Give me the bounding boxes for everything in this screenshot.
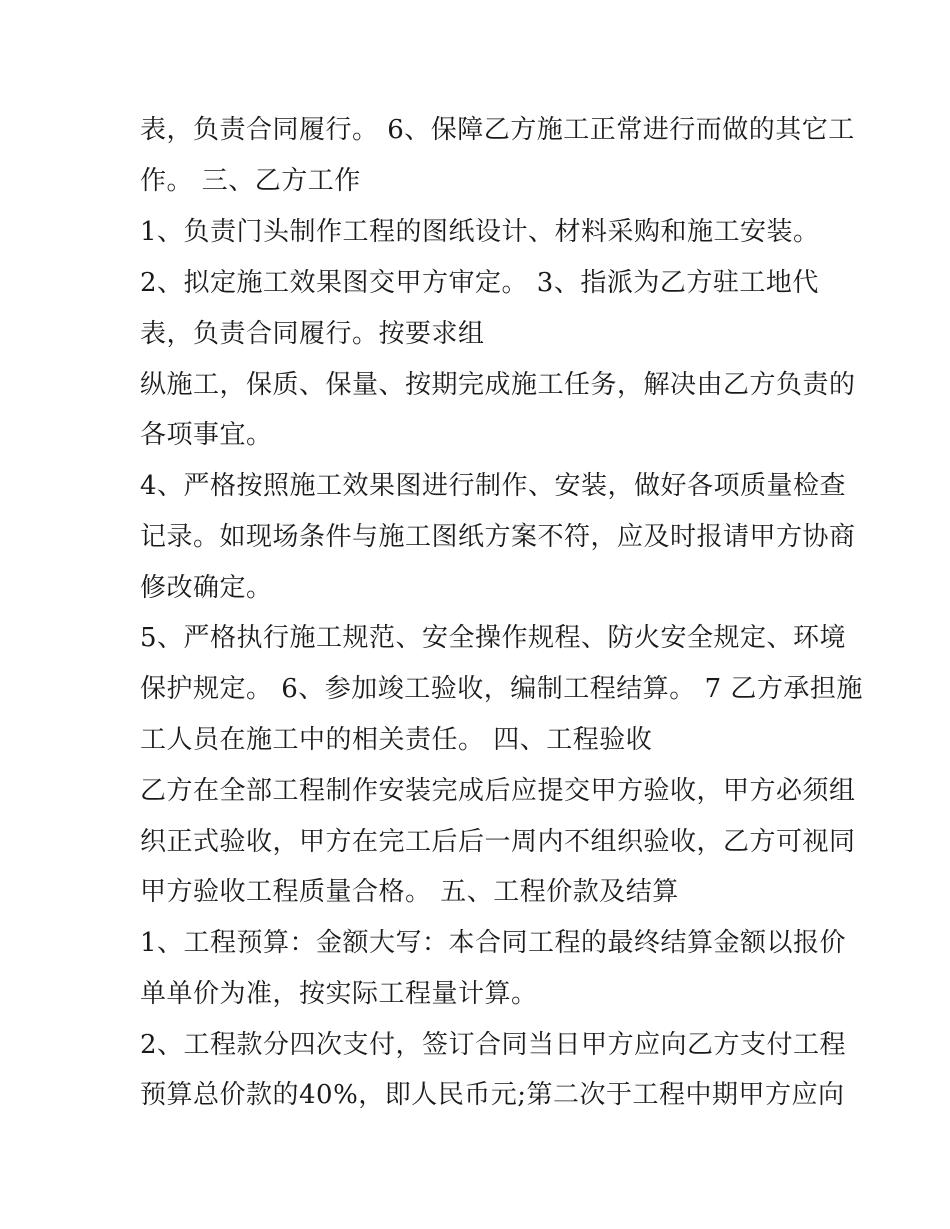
- text-line: 预算总价款的40%，即人民币元;第二次于工程中期甲方应向: [140, 1080, 845, 1110]
- text-line: 甲方验收工程质量合格。 五、工程价款及结算: [140, 877, 679, 907]
- text-line: 单单价为准，按实际工程量计算。: [140, 979, 538, 1009]
- text-line: 作。 三、乙方工作: [140, 166, 361, 196]
- text-line: 表，负责合同履行。按要求组: [140, 319, 485, 349]
- text-line: 表，负责合同履行。 6、保障乙方施工正常进行而做的其它工: [140, 115, 855, 145]
- text-line: 织正式验收，甲方在完工后后一周内不组织验收，乙方可视同: [140, 827, 856, 857]
- text-line: 5、严格执行施工规范、安全操作规程、防火安全规定、环境: [140, 623, 847, 653]
- text-line: 修改确定。: [140, 573, 273, 603]
- text-line: 1、负责门头制作工程的图纸设计、材料采购和施工安装。: [140, 217, 820, 247]
- text-line: 保护规定。 6、参加竣工验收，编制工程结算。 7 乙方承担施: [140, 674, 863, 704]
- text-line: 2、拟定施工效果图交甲方审定。 3、指派为乙方驻工地代: [140, 268, 819, 298]
- text-line: 2、工程款分四次支付，签订合同当日甲方应向乙方支付工程: [140, 1030, 847, 1060]
- text-line: 工人员在施工中的相关责任。 四、工程验收: [140, 725, 653, 755]
- text-line: 纵施工，保质、保量、按期完成施工任务，解决由乙方负责的: [140, 370, 856, 400]
- text-line: 1、工程预算：金额大写：本合同工程的最终结算金额以报价: [140, 928, 847, 958]
- text-line: 4、严格按照施工效果图进行制作、安装，做好各项质量检查: [140, 471, 847, 501]
- text-line: 乙方在全部工程制作安装完成后应提交甲方验收，甲方必须组: [140, 776, 856, 806]
- text-line: 记录。如现场条件与施工图纸方案不符，应及时报请甲方协商: [140, 522, 856, 552]
- text-line: 各项事宜。: [140, 420, 273, 450]
